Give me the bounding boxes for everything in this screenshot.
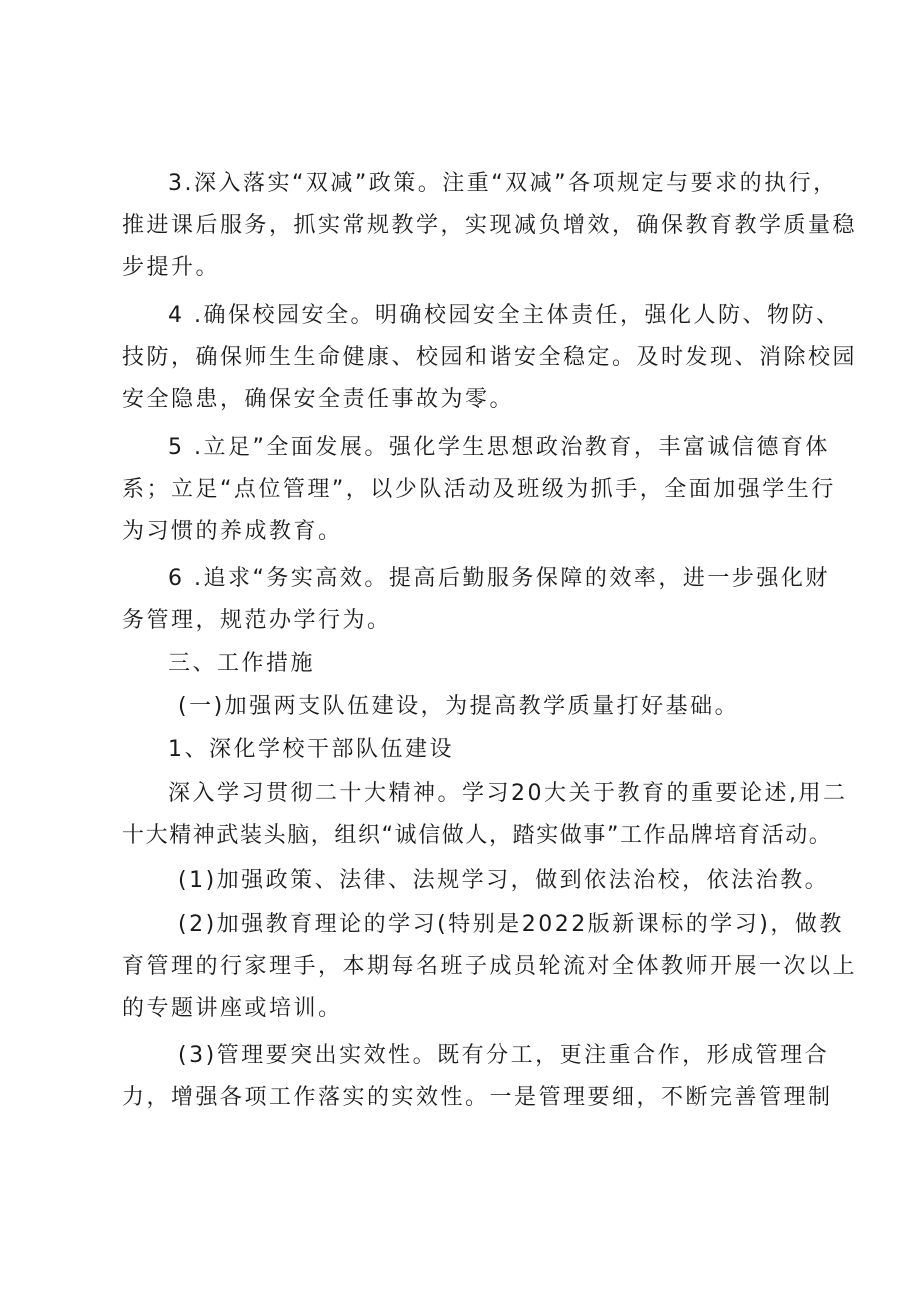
text-line: 育管理的行家理手，本期每名班子成员轮流对全体教师开展一次以上 (122, 954, 858, 979)
text-line: (2)加强教育理论的学习(特别是2022版新课标的学习)，做教 (178, 912, 844, 937)
text-line: 系；立足“点位管理”，以少队活动及班级为抓手，全面加强学生行 (122, 477, 836, 502)
paragraph-item-3 (122, 163, 858, 289)
text-line: 力，增强各项工作落实的实效性。一是管理要细，不断完善管理制 (122, 1085, 833, 1110)
text-line: 5 .立足”全面发展。强化学生思想政治教育，丰富诚信德育体 (168, 435, 830, 460)
section-heading-text: 三、工作措施 (168, 651, 316, 676)
text-line: 的专题讲座或培训。 (122, 996, 343, 1021)
text-line: 务管理，规范办学行为。 (122, 608, 392, 633)
paragraph-item-6 (122, 558, 830, 642)
text-line: 深入学习贯彻二十大精神。学习20大关于教育的重要论述,用二 (168, 781, 848, 806)
subsection-item-heading (122, 729, 822, 771)
text-line: 为习惯的养成教育。 (122, 519, 343, 544)
paragraph-item-4 (122, 295, 858, 421)
paragraph-study (122, 773, 848, 857)
paragraph-sub-2 (122, 904, 858, 1030)
text-line: 十大精神武装头脑，组织“诚信做人，踏实做事”工作品牌培育活动。 (122, 823, 833, 848)
text-line: 安全隐患，确保安全责任事故为零。 (122, 387, 515, 412)
section-heading (122, 643, 822, 685)
subsection-heading-text: (一)加强两支队伍建设，为提高教学质量打好基础。 (178, 694, 740, 719)
text-line: 4 .确保校园安全。明确校园安全主体责任，强化人防、物防、 (168, 303, 841, 328)
text-line: 推进课后服务，抓实常规教学，实现减负增效，确保教育教学质量稳 (122, 213, 858, 238)
subsection-item-heading-text: 1、深化学校干部队伍建设 (168, 737, 454, 762)
paragraph-item-5 (122, 427, 836, 553)
subsection-heading (122, 686, 822, 728)
text-line: (3)管理要突出实效性。既有分工，更注重合作，形成管理合 (178, 1043, 830, 1068)
text-line: 技防，确保师生生命健康、校园和谐安全稳定。及时发现、消除校园 (122, 345, 858, 370)
paragraph-sub-3 (122, 1035, 833, 1119)
text-line: 3.深入落实“双减”政策。注重“双减”各项规定与要求的执行， (168, 171, 838, 196)
text-line: (1)加强政策、法律、法规学习，做到依法治校，依法治教。 (178, 868, 830, 893)
paragraph-sub-1 (122, 860, 830, 902)
text-line: 步提升。 (122, 255, 221, 280)
text-line: 6 .追求“务实高效。提高后勤服务保障的效率，进一步强化财 (168, 566, 830, 591)
